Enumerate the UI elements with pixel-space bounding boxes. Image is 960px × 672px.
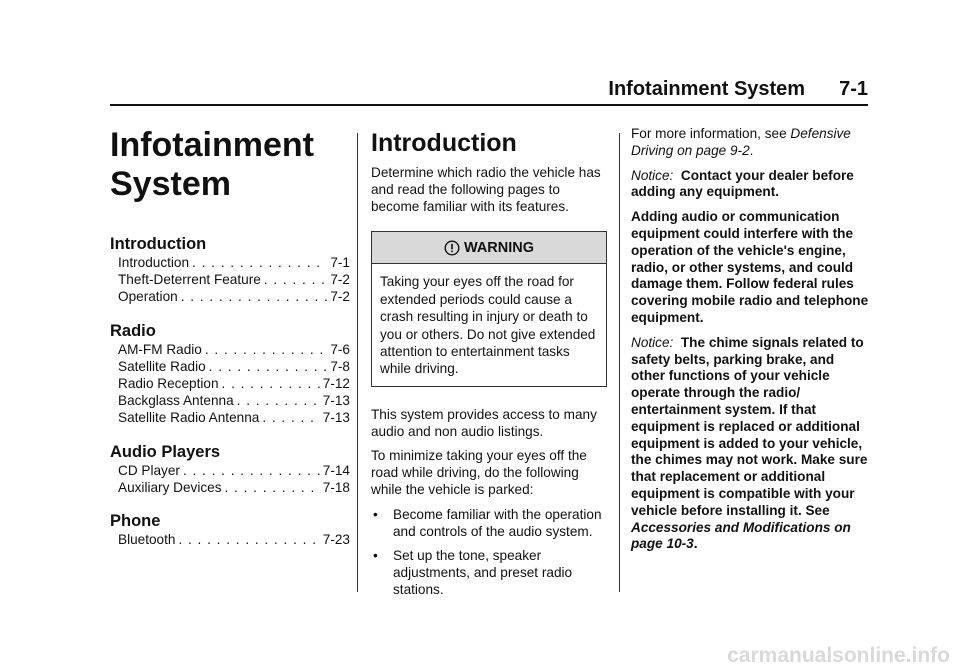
info-text: For more information, see bbox=[631, 126, 791, 141]
toc-entry-page: 7-13 bbox=[322, 393, 350, 409]
toc-section-heading: Introduction bbox=[110, 235, 207, 253]
toc-section-audio-players bbox=[110, 442, 350, 496]
chapter-heading-line2: System bbox=[110, 165, 231, 203]
introduction-column bbox=[371, 126, 607, 607]
notice-paragraph bbox=[631, 335, 871, 553]
column-divider-left bbox=[357, 133, 358, 592]
header-rule bbox=[110, 104, 868, 106]
toc-entry-page: 7-1 bbox=[330, 255, 350, 270]
toc-entry-page: 7-18 bbox=[322, 479, 350, 495]
watermark: carmanualsonline.info bbox=[727, 644, 950, 667]
toc-entry[interactable] bbox=[118, 288, 350, 305]
cross-reference-link[interactable]: Defensive Driving on page 9-2 bbox=[631, 126, 851, 158]
toc-entry-label: Introduction bbox=[118, 255, 190, 270]
warning-label: WARNING bbox=[463, 239, 535, 256]
toc-entry[interactable] bbox=[118, 375, 350, 392]
toc-entry[interactable] bbox=[118, 531, 350, 548]
warning-header bbox=[372, 232, 606, 264]
warning-icon bbox=[444, 240, 460, 256]
toc-entry[interactable] bbox=[118, 409, 350, 426]
toc-entry-page: 7-2 bbox=[330, 272, 350, 288]
page-header bbox=[110, 78, 868, 102]
notice-text: The chime signals related to safety belts, parking brake, and other functions of your vehicle operate through the radio/ entertainment system. If that equipment is replaced or additional equipment is added to your vehicle, the chimes may not work. Make sure that replacement or additional equipment is compatible with your vehicle before installing it. See bbox=[631, 334, 868, 518]
info-suffix: . bbox=[749, 142, 754, 158]
contents-column bbox=[110, 126, 350, 548]
chapter-heading bbox=[110, 126, 350, 204]
toc-entry[interactable] bbox=[118, 479, 350, 496]
toc-entry-label: Auxiliary Devices bbox=[118, 479, 222, 495]
toc-section-radio bbox=[110, 321, 350, 427]
notice-text: Contact your dealer before adding any equipment. bbox=[631, 167, 854, 200]
notice-paragraph bbox=[631, 168, 871, 202]
toc-entry-page: 7-23 bbox=[322, 532, 350, 548]
warning-text: Taking your eyes off the road for extended periods could cause a crash resulting in injury or death to you or others. Do not give extended attention to entertainment tasks while driving. bbox=[380, 274, 596, 377]
toc-entry-page: 7-12 bbox=[322, 376, 350, 392]
info-paragraph bbox=[631, 126, 871, 160]
notices-column bbox=[631, 126, 871, 561]
toc-entry[interactable] bbox=[118, 392, 350, 409]
bullet-list bbox=[371, 507, 607, 599]
notice-label: Notice: bbox=[631, 167, 674, 183]
list-item-text: Become familiar with the operation and controls of the audio system. bbox=[393, 506, 602, 539]
intro-paragraph: This system provides access to many audio and non audio listings. bbox=[371, 406, 597, 439]
toc-entry-label: Backglass Antenna bbox=[118, 393, 234, 409]
column-divider-right bbox=[619, 133, 620, 592]
section-title: Introduction bbox=[371, 129, 517, 157]
toc-entry-page: 7-8 bbox=[330, 358, 350, 374]
intro-paragraph: To minimize taking your eyes off the road while driving, do the following while the vehicle is parked: bbox=[371, 448, 587, 498]
chapter-title: Infotainment System bbox=[608, 78, 806, 100]
toc-entry-label: Satellite Radio Antenna bbox=[118, 410, 260, 426]
toc-section-heading: Phone bbox=[110, 512, 161, 531]
toc-entry-label: Satellite Radio bbox=[118, 358, 206, 374]
notice-continuation: Adding audio or communication equipment could interfere with the operation of the vehicle's engine, radio, or other systems, and could damage them. Follow federal rules covering mobile radio and telephone equipment. bbox=[631, 209, 869, 325]
page-number: 7-1 bbox=[839, 78, 868, 100]
toc-section-phone bbox=[110, 511, 350, 548]
chapter-heading-line1: Infotainment bbox=[110, 126, 314, 164]
bullet-icon: • bbox=[373, 548, 378, 564]
notice-suffix: . bbox=[693, 536, 698, 552]
toc-entry-label: Theft-Deterrent Feature bbox=[118, 272, 261, 288]
toc-entry-label: AM-FM Radio bbox=[118, 341, 202, 357]
cross-reference-link[interactable]: Accessories and Modifications on page 10-3 bbox=[631, 519, 851, 552]
toc-entry-label: Bluetooth bbox=[118, 532, 176, 548]
toc-entry-page: 7-6 bbox=[330, 341, 350, 357]
warning-box bbox=[371, 231, 607, 386]
toc-entry-page: 7-2 bbox=[330, 289, 350, 305]
toc-section-heading: Audio Players bbox=[110, 442, 221, 461]
toc-entry-page: 7-13 bbox=[322, 410, 350, 426]
intro-paragraph: Determine which radio the vehicle has and read the following pages to become familiar with its features. bbox=[371, 165, 601, 214]
list-item bbox=[371, 548, 607, 598]
toc-entry[interactable] bbox=[118, 462, 350, 479]
toc-section-heading: Radio bbox=[110, 321, 156, 340]
bullet-icon: • bbox=[373, 506, 378, 522]
notice-label: Notice: bbox=[631, 334, 674, 350]
toc-entry-label: Radio Reception bbox=[118, 376, 219, 392]
toc-entry[interactable] bbox=[118, 254, 350, 271]
list-item bbox=[371, 507, 607, 541]
toc-section-introduction bbox=[110, 234, 350, 306]
toc-entry[interactable] bbox=[118, 358, 350, 375]
toc-entry-label: CD Player bbox=[118, 462, 180, 478]
toc-entry[interactable] bbox=[118, 341, 350, 358]
list-item-text: Set up the tone, speaker adjustments, and preset radio stations. bbox=[393, 548, 573, 597]
toc-entry-page: 7-14 bbox=[322, 462, 350, 478]
toc-entry[interactable] bbox=[118, 271, 350, 288]
toc-entry-label: Operation bbox=[118, 289, 178, 305]
